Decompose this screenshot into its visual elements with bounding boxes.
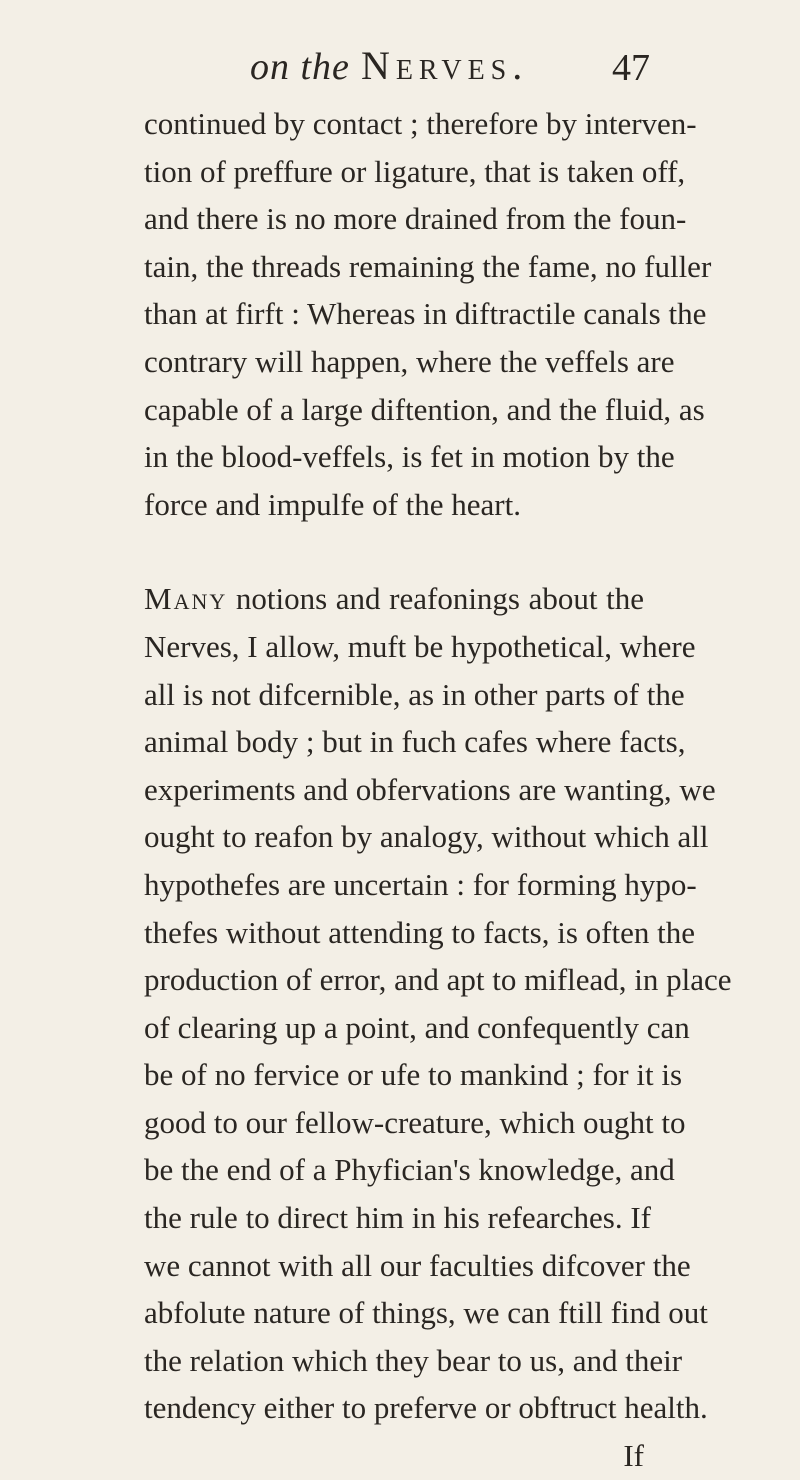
text-line: experiments and obfervations are wanting, we <box>144 771 716 807</box>
text-line: production of error, and apt to miflead, in place <box>144 962 732 998</box>
text-line: abfolute nature of things, we can ftill find out <box>144 1295 708 1331</box>
text-line: the rule to direct him in his refearches. If <box>144 1200 651 1236</box>
text-line: we cannot with all our faculties difcover the <box>144 1247 691 1283</box>
page-header <box>0 36 800 96</box>
text-line: thefes without attending to facts, is often the <box>144 914 695 950</box>
text-line: force and impulfe of the heart. <box>144 486 521 522</box>
catchword: If <box>623 1438 644 1474</box>
paragraph-2 <box>144 575 732 1479</box>
text-line: continued by contact ; therefore by interven- <box>144 106 697 141</box>
running-head-prefix: on the <box>250 46 350 88</box>
text-line: tion of preffure or ligature, that is taken off, <box>144 153 686 189</box>
text-line: in the blood-veffels, is fet in motion by the <box>144 439 675 475</box>
paragraph-1 <box>144 100 712 528</box>
running-head <box>250 42 528 89</box>
text-line: contrary will happen, where the veffels are <box>144 343 675 379</box>
page-number: 47 <box>612 47 650 89</box>
lead-word: Many <box>144 581 228 617</box>
text-line-lead <box>144 575 644 623</box>
text-line: the relation which they bear to us, and their <box>144 1342 683 1378</box>
text-line: capable of a large diftention, and the fluid, as <box>144 391 705 427</box>
text-line: tain, the threads remaining the fame, no fuller <box>144 248 712 284</box>
text-line: tendency either to preferve or obftruct health. <box>144 1390 708 1426</box>
lead-rest: notions and reafonings about the <box>227 581 644 617</box>
text-line: Nerves, I allow, muft be hypothetical, where <box>144 628 696 664</box>
text-line: ought to reafon by analogy, without which all <box>144 819 709 855</box>
text-line: be of no fervice or ufe to mankind ; for it is <box>144 1057 683 1093</box>
text-line: than at firft : Whereas in diftractile canals the <box>144 296 707 332</box>
running-head-title: Nerves. <box>360 43 529 88</box>
text-line: all is not difcernible, as in other parts of the <box>144 676 685 712</box>
text-line: be the end of a Phyfician's knowledge, and <box>144 1152 675 1188</box>
text-line: hypothefes are uncertain : for forming hypo- <box>144 866 697 902</box>
text-line: and there is no more drained from the foun- <box>144 201 687 237</box>
text-line: animal body ; but in fuch cafes where facts, <box>144 724 686 760</box>
body-text <box>144 100 732 1480</box>
text-line: good to our fellow-creature, which ought to <box>144 1104 686 1140</box>
text-line: of clearing up a point, and confequently can <box>144 1009 690 1045</box>
